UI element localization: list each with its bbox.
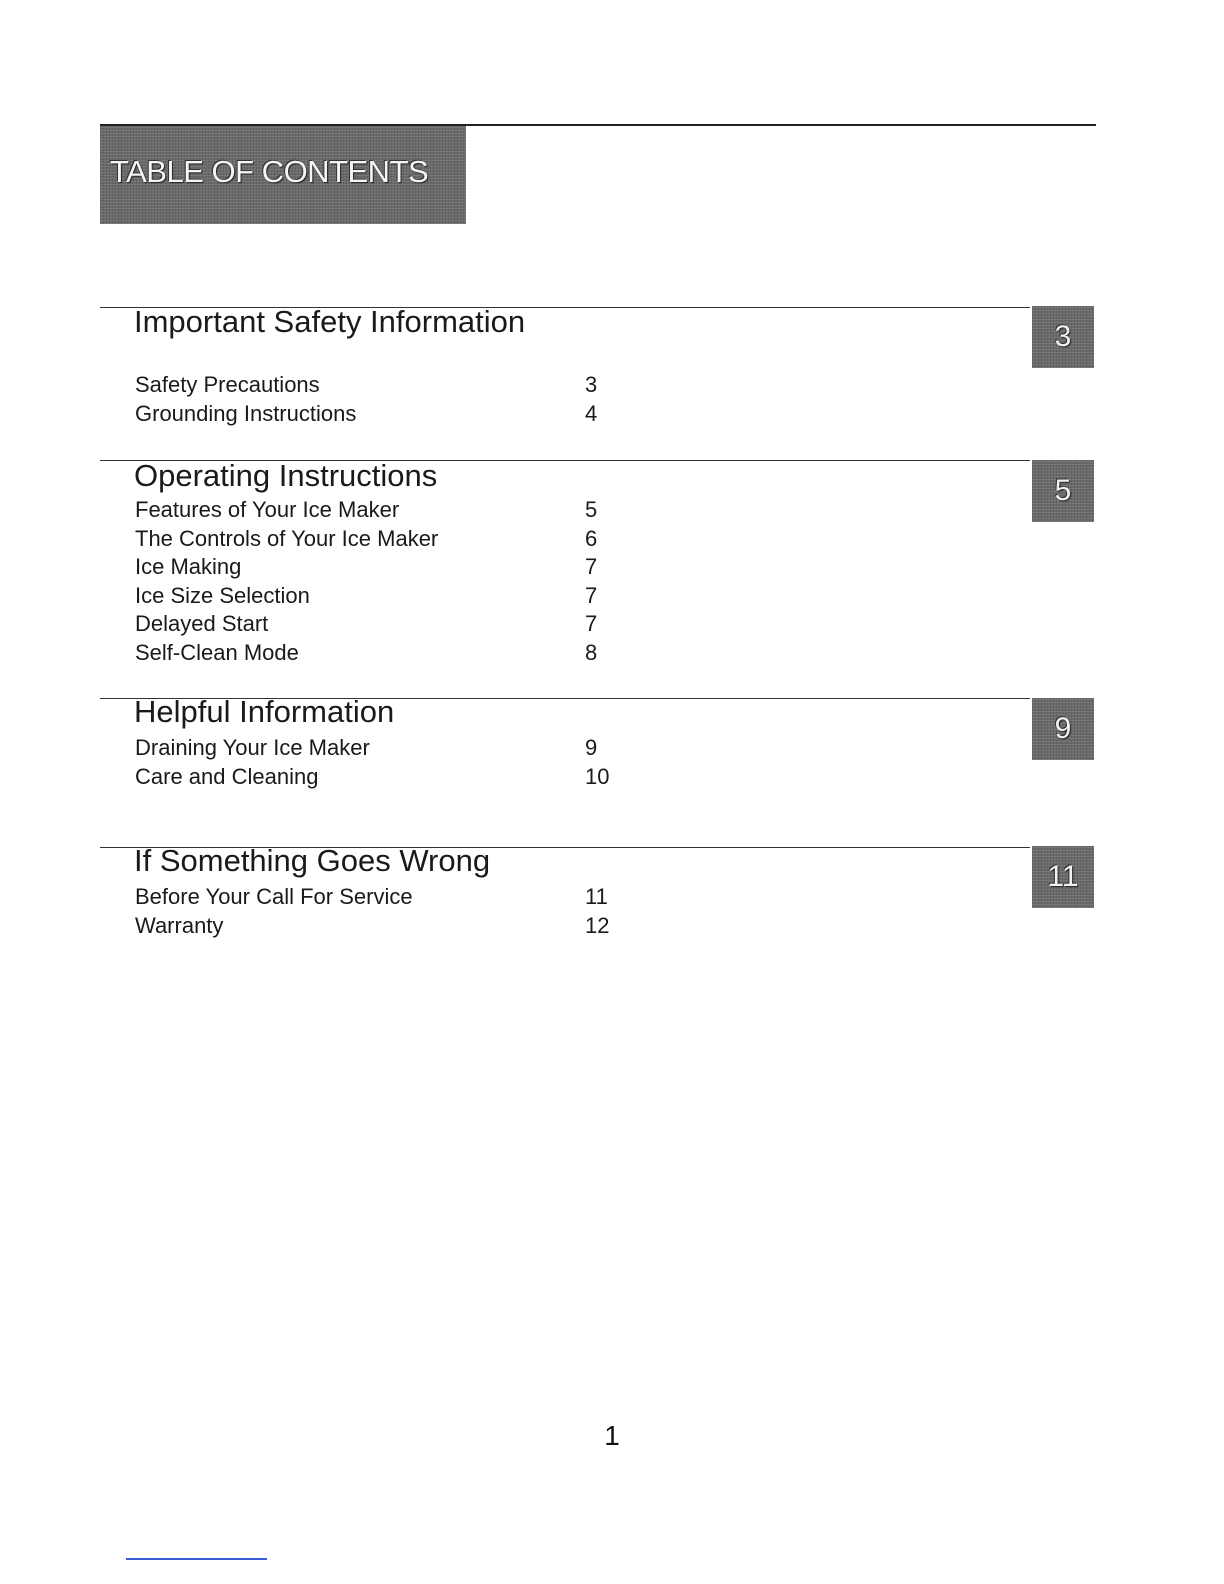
toc-entry-page: 3 [585, 372, 598, 397]
toc-entry-page: 11 [585, 884, 608, 909]
section-title: If Something Goes Wrong [134, 843, 491, 878]
toc-entry-label: The Controls of Your Ice Maker [135, 525, 439, 551]
toc-entry-label: Care and Cleaning [135, 763, 319, 789]
section-title: Helpful Information [134, 694, 395, 729]
toc-entry-page: 10 [585, 763, 610, 789]
toc-entry-label: Ice Size Selection [135, 582, 310, 608]
toc-entry-page: 7 [585, 611, 598, 637]
link-underline[interactable] [126, 1558, 267, 1560]
toc-entry-page: 9 [585, 735, 598, 760]
toc-entry[interactable] [135, 582, 695, 611]
toc-entry-label: Safety Precautions [135, 372, 320, 397]
toc-entry[interactable] [135, 610, 695, 639]
toc-entry-page: 7 [585, 582, 598, 608]
toc-entry[interactable] [135, 525, 695, 554]
toc-entry-label: Draining Your Ice Maker [135, 735, 370, 760]
toc-entry[interactable] [135, 496, 695, 525]
section-tab-number: 11 [1047, 860, 1079, 893]
toc-entry-page: 4 [585, 400, 598, 426]
section-entries [135, 371, 695, 428]
toc-entry-page: 6 [585, 525, 598, 551]
toc-banner [100, 126, 466, 224]
section-entries [135, 883, 695, 940]
section-tab[interactable] [1032, 698, 1094, 760]
section-tab[interactable] [1032, 306, 1094, 368]
section-tab-number: 9 [1054, 712, 1072, 745]
toc-entry[interactable] [135, 912, 695, 941]
toc-entry-label: Features of Your Ice Maker [135, 497, 400, 522]
toc-entry-label: Ice Making [135, 554, 242, 580]
section-tab-number: 5 [1054, 474, 1072, 507]
toc-entry[interactable] [135, 734, 695, 763]
toc-entry[interactable] [135, 371, 695, 400]
toc-entry[interactable] [135, 883, 695, 912]
toc-entry-label: Delayed Start [135, 611, 269, 637]
toc-entry-page: 7 [585, 554, 598, 580]
section-entries [135, 496, 695, 668]
section-tab[interactable] [1032, 460, 1094, 522]
toc-entry[interactable] [135, 639, 695, 668]
toc-entry[interactable] [135, 553, 695, 582]
toc-entry-label: Grounding Instructions [135, 400, 357, 426]
page-number: 1 [604, 1420, 620, 1451]
page-title: TABLE OF CONTENTS [110, 154, 429, 189]
toc-entry-page: 5 [585, 497, 598, 522]
section-entries [135, 734, 695, 791]
section-title: Operating Instructions [134, 458, 438, 493]
toc-entry-label: Warranty [135, 912, 224, 938]
toc-entry[interactable] [135, 400, 695, 429]
section-title: Important Safety Information [134, 304, 526, 339]
toc-entry-page: 8 [585, 639, 598, 665]
section-tab[interactable] [1032, 846, 1094, 908]
toc-entry[interactable] [135, 763, 695, 792]
toc-entry-label: Self-Clean Mode [135, 639, 299, 665]
toc-entry-page: 12 [585, 912, 610, 938]
toc-entry-label: Before Your Call For Service [135, 884, 413, 909]
section-tab-number: 3 [1054, 320, 1072, 353]
